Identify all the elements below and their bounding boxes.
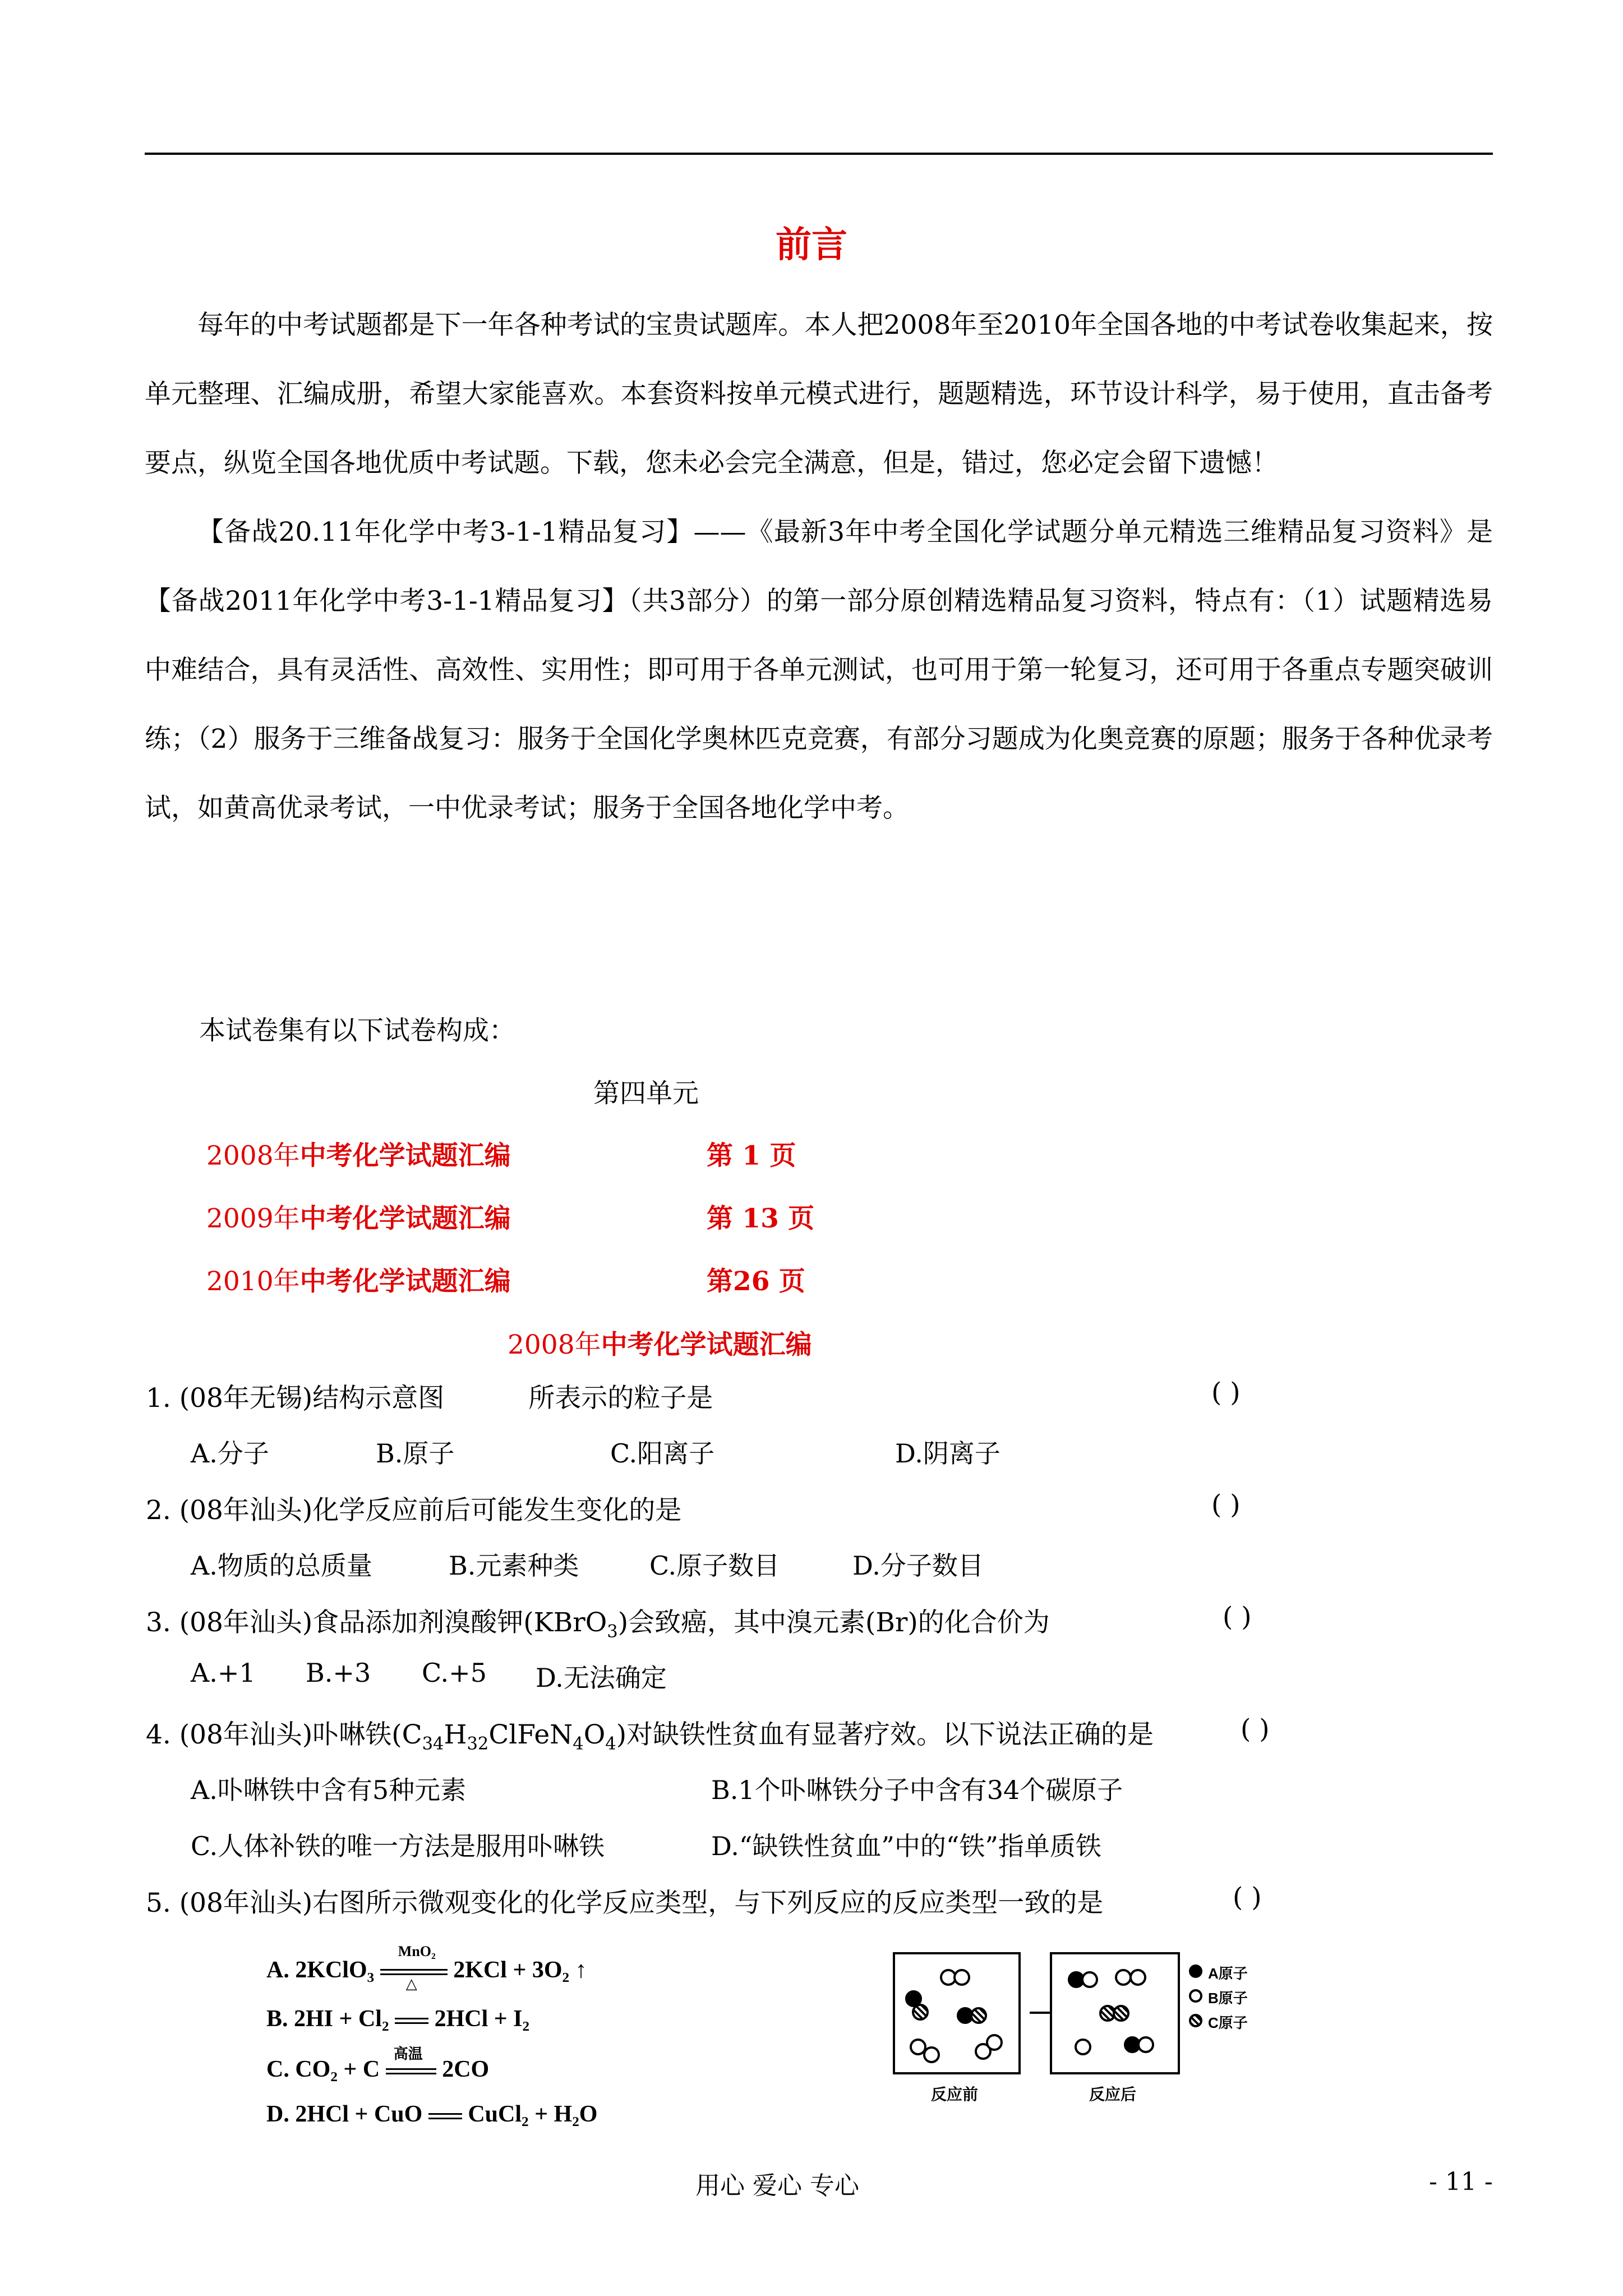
answer-paren[interactable]: ( )	[1211, 1489, 1241, 1520]
equation-b[interactable]: B. 2HI + Cl₂ 2HCl + I₂	[266, 2006, 530, 2032]
q1-option-c[interactable]: C.阳离子	[610, 1438, 715, 1469]
composition-intro: 本试卷集有以下试卷构成：	[199, 1015, 515, 1046]
equation-c[interactable]: C. CO₂ + C 高温 2CO	[266, 2046, 490, 2082]
question-3-stem: 3. (08年汕头)食品添加剂溴酸钾(KBrO$_3$)会致癌，其中溴元素(Br)的化合价为	[146, 1607, 1050, 1642]
intro-paragraph-2: 【备战20.11年化学中考3-1-1精品复习】——《最新3年中考全国化学试题分单元精选三维精品复习资料》是【备战2011年化学中考3-1-1精品复习】（共3部分）的第一部分原创精选精品复习资料，特点有：（1）试题精选易中难结合，具有灵活性、高效性、实用性；即可用于各单元测试，也可用于第一轮复习，还可用于各重点专题突破训练；（2）服务于三维备战复习：服务于全国化学奥林匹克竞赛，有部分习题成为化奥竞赛的原题；服务于各种优录考试，如黄高优录考试，一中优录考试；服务于全国各地化学中考。	[145, 517, 1493, 823]
q1-option-b[interactable]: B.原子	[376, 1438, 455, 1469]
q3-option-a[interactable]: A.+1	[191, 1658, 256, 1688]
page-title: 前言	[776, 224, 847, 266]
reaction-condition-arrow: MnO₂ △	[380, 1963, 448, 1980]
equals-sign	[395, 2012, 428, 2029]
before-reaction-box	[893, 1952, 1021, 2074]
toc-page-2008: 第 1 页	[707, 1140, 796, 1171]
unit-label: 第四单元	[593, 1078, 699, 1109]
answer-paren[interactable]: ( )	[1233, 1882, 1262, 1913]
q3-option-d[interactable]: D.无法确定	[536, 1663, 667, 1693]
c-atom-icon	[1113, 2005, 1129, 2022]
b-atom-icon	[986, 2034, 1003, 2051]
toc-year: 2009年	[206, 1203, 300, 1234]
section-heading: 2008年中考化学试题汇编	[508, 1329, 812, 1360]
reaction-condition-arrow: 高温	[386, 2063, 436, 2079]
b-atom-icon	[1081, 1971, 1098, 1988]
b-atom-icon	[1129, 1969, 1146, 1986]
answer-paren[interactable]: ( )	[1211, 1377, 1241, 1408]
after-reaction-box	[1050, 1952, 1180, 2074]
q2-option-c[interactable]: C.原子数目	[649, 1550, 780, 1581]
toc-year: 2008年	[206, 1140, 300, 1171]
question-4-stem: 4. (08年汕头)卟啉铁$(C_{34}H_{32}ClFeN_4O_4)$对缺铁性贫血有显著疗效。以下说法正确的是	[146, 1719, 1154, 1754]
c-atom-icon	[1189, 2014, 1202, 2027]
c-atom-icon	[912, 2004, 929, 2021]
header-rule	[145, 153, 1493, 155]
equals-sign	[428, 2108, 462, 2124]
question-1-stem: 1. (08年无锡)结构示意图 所表示的粒子是	[146, 1383, 713, 1414]
equation-a[interactable]: A. 2KClO₃ MnO₂ △ 2KCl + 3O₂ ↑	[266, 1943, 587, 1993]
q4-option-a[interactable]: A.卟啉铁中含有5种元素	[191, 1775, 467, 1805]
q4-option-d[interactable]: D.“缺铁性贫血”中的“铁”指单质铁	[711, 1831, 1101, 1861]
b-atom-icon	[1189, 1989, 1202, 2003]
before-label: 反应前	[931, 2086, 979, 2103]
q4-option-c[interactable]: C.人体补铁的唯一方法是服用卟啉铁	[191, 1831, 605, 1861]
b-atom-icon	[1075, 2039, 1091, 2055]
intro-paragraph-1: 每年的中考试题都是下一年各种考试的宝贵试题库。本人把2008年至2010年全国各地的中考试卷收集起来，按单元整理、汇编成册，希望大家能喜欢。本套资料按单元模式进行，题题精选，环节设计科学，易于使用，直击备考要点，纵览全国各地优质中考试题。下载，您未必会完全满意，但是，错过，您必定会留下遗憾！	[145, 310, 1493, 478]
answer-paren[interactable]: ( )	[1223, 1602, 1252, 1632]
equation-d[interactable]: D. 2HCl + CuO CuCl₂ + H₂O	[266, 2101, 598, 2127]
after-label: 反应后	[1089, 2086, 1137, 2103]
toc-title: 中考化学试题汇编	[299, 1140, 511, 1171]
q4-option-b[interactable]: B.1个卟啉铁分子中含有34个碳原子	[711, 1775, 1123, 1805]
question-2-stem: 2. (08年汕头)化学反应前后可能发生变化的是	[146, 1495, 682, 1526]
b-atom-icon	[1137, 2036, 1154, 2053]
toc-year: 2010年	[206, 1266, 300, 1297]
toc-page-2009: 第 13 页	[707, 1203, 815, 1234]
toc-title: 中考化学试题汇编	[299, 1266, 511, 1297]
q1-option-d[interactable]: D.阴离子	[895, 1438, 1000, 1469]
q2-option-a[interactable]: A.物质的总质量	[191, 1550, 372, 1581]
question-5-stem: 5. (08年汕头)右图所示微观变化的化学反应类型，与下列反应的反应类型一致的是	[146, 1888, 1104, 1918]
q3-option-c[interactable]: C.+5	[422, 1658, 487, 1688]
page-number: - 11 -	[1429, 2168, 1493, 2196]
toc-row-2008[interactable]	[206, 1135, 511, 1172]
intro-text	[145, 291, 1493, 843]
toc-row-2010[interactable]	[206, 1260, 511, 1298]
toc-title: 中考化学试题汇编	[299, 1203, 511, 1234]
c-atom-icon	[970, 2007, 987, 2024]
a-atom-icon	[1189, 1964, 1202, 1978]
toc-page-2010: 第26 页	[707, 1266, 805, 1297]
footer-text: 用心 爱心 专心	[695, 2171, 859, 2200]
answer-paren[interactable]: ( )	[1241, 1714, 1270, 1745]
q2-option-b[interactable]: B.元素种类	[449, 1550, 579, 1581]
q3-option-b[interactable]: B.+3	[306, 1658, 371, 1688]
toc-row-2009[interactable]	[206, 1198, 511, 1235]
q1-option-a[interactable]: A.分子	[191, 1438, 269, 1469]
b-atom-icon	[953, 1969, 970, 1986]
q2-option-d[interactable]: D.分子数目	[852, 1550, 984, 1581]
b-atom-icon	[923, 2046, 940, 2063]
